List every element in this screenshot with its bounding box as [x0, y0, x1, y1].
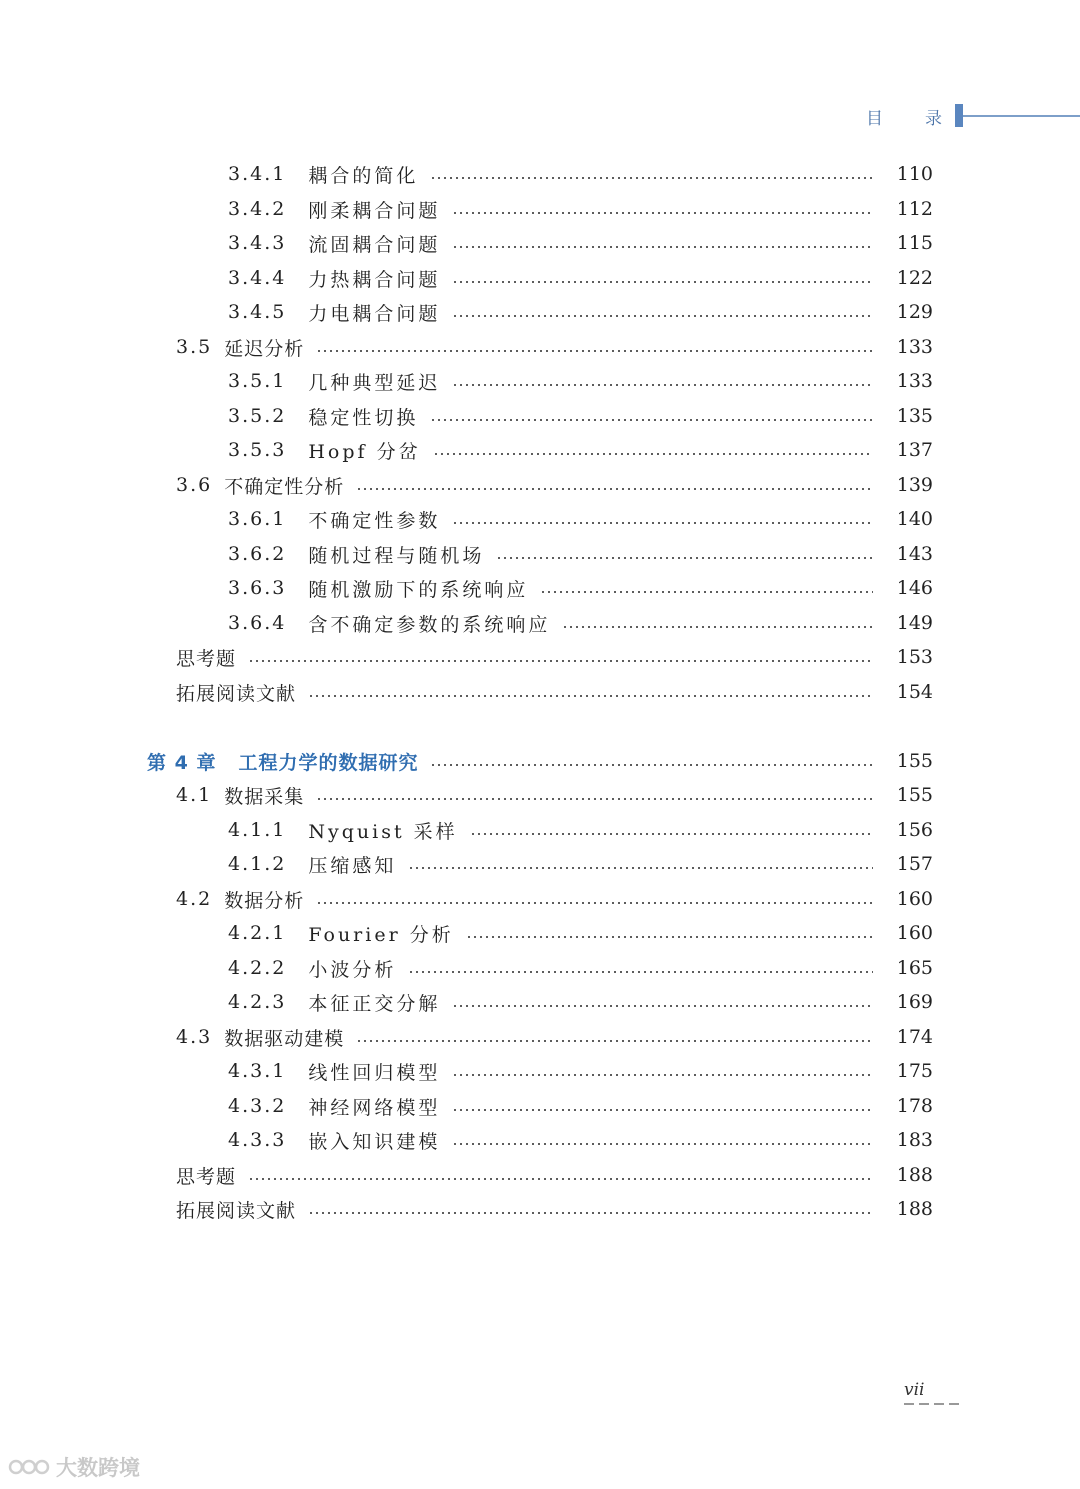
toc-title: 线性回归模型 [308, 1061, 441, 1084]
toc-title: 不确定性分析 [224, 475, 345, 498]
page-number: vii [904, 1380, 925, 1400]
toc-dot-leader [430, 419, 873, 421]
toc-dot-leader [452, 281, 873, 283]
toc-dot-leader [308, 695, 873, 697]
toc-row [0, 539, 1080, 569]
toc-dot-leader [430, 764, 873, 766]
watermark [8, 1452, 140, 1482]
toc-dot-leader [408, 971, 873, 973]
toc-number: 3.4.2 [228, 198, 287, 220]
toc-dot-leader [356, 1040, 873, 1042]
toc-row [0, 884, 1080, 914]
running-header [866, 104, 942, 129]
toc-number: 4.3.3 [228, 1129, 287, 1151]
toc-title: 几种典型延迟 [308, 371, 441, 394]
toc-number: 4.2.2 [228, 957, 287, 979]
toc-dot-leader [316, 798, 873, 800]
toc-row [0, 470, 1080, 500]
toc-page-number: 175 [896, 1060, 933, 1082]
toc-title: 含不确定参数的系统响应 [308, 613, 551, 636]
toc-page-number: 155 [896, 784, 933, 806]
toc-dot-leader [452, 1143, 873, 1145]
toc-row [0, 780, 1080, 810]
toc-title: 数据采集 [224, 785, 305, 808]
toc-page-number: 188 [896, 1198, 933, 1220]
toc-page-number: 160 [896, 888, 933, 910]
toc-row [0, 504, 1080, 534]
toc-page-number: 133 [896, 370, 933, 392]
toc-page-number: 156 [896, 819, 933, 841]
toc-page-number: 135 [896, 405, 933, 427]
toc-dot-leader [452, 1074, 873, 1076]
toc-title: 工程力学的数据研究 [238, 751, 419, 774]
toc-number: 4.2 [176, 888, 213, 910]
toc-row [0, 228, 1080, 258]
toc-title: 力电耦合问题 [308, 302, 441, 325]
toc-row [0, 953, 1080, 983]
toc-page-number: 165 [896, 957, 933, 979]
toc-row [0, 366, 1080, 396]
toc-title: 稳定性切换 [308, 406, 419, 429]
toc-row [0, 263, 1080, 293]
footer-dash-rule [904, 1403, 964, 1405]
toc-title: 数据驱动建模 [224, 1027, 345, 1050]
toc-page-number: 178 [896, 1095, 933, 1117]
toc-number: 3.6.1 [228, 508, 287, 530]
toc-title: 随机激励下的系统响应 [308, 578, 529, 601]
toc-number: 3.6.3 [228, 577, 287, 599]
toc-number: 拓展阅读文献 [176, 1199, 297, 1222]
toc-page-number: 137 [896, 439, 933, 461]
header-accent-bar [955, 104, 963, 127]
toc-page-number: 157 [896, 853, 933, 875]
header-char-1: 目 [866, 109, 883, 129]
toc-dot-leader [408, 867, 873, 869]
toc-number: 3.6 [176, 474, 213, 496]
toc-row [0, 401, 1080, 431]
toc-page-number: 155 [896, 750, 933, 772]
toc-dot-leader [540, 591, 873, 593]
toc-dot-leader [470, 833, 873, 835]
toc-dot-leader [496, 557, 873, 559]
toc-number: 3.5.3 [228, 439, 287, 461]
toc-number: 4.2.3 [228, 991, 287, 1013]
toc-row [0, 194, 1080, 224]
toc-number: 3.5 [176, 336, 213, 358]
toc-row [0, 1056, 1080, 1086]
toc-dot-leader [433, 453, 873, 455]
toc-dot-leader [356, 488, 873, 490]
toc-page-number: 188 [896, 1164, 933, 1186]
toc-row [0, 435, 1080, 465]
toc-number: 4.1 [176, 784, 213, 806]
toc-row [0, 1022, 1080, 1052]
toc-title: 压缩感知 [308, 854, 397, 877]
toc-page-number: 133 [896, 336, 933, 358]
toc-dot-leader [452, 522, 873, 524]
toc-number: 3.4.5 [228, 301, 287, 323]
toc-number: 思考题 [176, 647, 237, 670]
toc-dot-leader [248, 660, 873, 662]
toc-dot-leader [452, 246, 873, 248]
toc-title: Nyquist 采样 [308, 820, 458, 843]
toc-number: 3.4.3 [228, 232, 287, 254]
toc-number: 第 4 章 [147, 751, 217, 774]
toc-row [0, 332, 1080, 362]
toc-page-number: 154 [896, 681, 933, 703]
toc-page-number: 115 [896, 232, 933, 254]
toc-number: 3.6.4 [228, 612, 287, 634]
toc-number: 3.5.1 [228, 370, 287, 392]
toc-title: 神经网络模型 [308, 1096, 441, 1119]
toc-title: 刚柔耦合问题 [308, 199, 441, 222]
toc-page-number: 122 [896, 267, 933, 289]
toc-row [0, 297, 1080, 327]
toc-row [0, 159, 1080, 189]
toc-dot-leader [452, 1005, 873, 1007]
toc-number: 4.3.2 [228, 1095, 287, 1117]
toc-number: 4.3.1 [228, 1060, 287, 1082]
toc-dot-leader [466, 936, 873, 938]
toc-number: 3.5.2 [228, 405, 287, 427]
header-char-2: 录 [925, 109, 942, 129]
toc-title: 小波分析 [308, 958, 397, 981]
toc-title: 延迟分析 [224, 337, 305, 360]
watermark-text: 大数跨境 [56, 1456, 140, 1480]
toc-title: 不确定性参数 [308, 509, 441, 532]
toc-number: 4.3 [176, 1026, 213, 1048]
toc-number: 拓展阅读文献 [176, 682, 297, 705]
toc-dot-leader [316, 350, 873, 352]
toc-page-number: 110 [896, 163, 933, 185]
toc-row [0, 677, 1080, 707]
toc-dot-leader [452, 1109, 873, 1111]
toc-page-number: 169 [896, 991, 933, 1013]
toc-row [0, 849, 1080, 879]
toc-title: 数据分析 [224, 889, 305, 912]
toc-number: 3.6.2 [228, 543, 287, 565]
toc-title: 力热耦合问题 [308, 268, 441, 291]
toc-page-number: 183 [896, 1129, 933, 1151]
toc-page-number: 139 [896, 474, 933, 496]
toc-number: 3.4.4 [228, 267, 287, 289]
toc-page-number: 153 [896, 646, 933, 668]
toc-row [0, 918, 1080, 948]
toc-row [0, 815, 1080, 845]
toc-number: 4.2.1 [228, 922, 287, 944]
toc-row [0, 1091, 1080, 1121]
toc-page-number: 160 [896, 922, 933, 944]
toc-title: 流固耦合问题 [308, 233, 441, 256]
toc-row [0, 987, 1080, 1017]
toc-title: 耦合的简化 [308, 164, 419, 187]
toc-row [0, 642, 1080, 672]
toc-title: 本征正交分解 [308, 992, 441, 1015]
toc-page-number: 129 [896, 301, 933, 323]
toc-dot-leader [308, 1212, 873, 1214]
toc-page-number: 143 [896, 543, 933, 565]
toc-page-number: 149 [896, 612, 933, 634]
toc-dot-leader [316, 902, 873, 904]
toc-dot-leader [562, 626, 873, 628]
toc-page-number: 174 [896, 1026, 933, 1048]
toc-title: 随机过程与随机场 [308, 544, 485, 567]
toc-row [0, 1160, 1080, 1190]
toc-dot-leader [452, 212, 873, 214]
watermark-logo-icon [8, 1456, 50, 1478]
header-rule [963, 115, 1080, 117]
toc-row [0, 573, 1080, 603]
toc-dot-leader [452, 315, 873, 317]
toc-page-number: 140 [896, 508, 933, 530]
toc-row [0, 1194, 1080, 1224]
toc-row [0, 1125, 1080, 1155]
toc-title: Fourier 分析 [308, 923, 454, 946]
toc-number: 思考题 [176, 1165, 237, 1188]
toc-number: 4.1.1 [228, 819, 287, 841]
toc-chapter-row [0, 746, 1080, 776]
toc-number: 3.4.1 [228, 163, 287, 185]
toc-title: Hopf 分岔 [308, 440, 421, 463]
toc-dot-leader [452, 384, 873, 386]
toc-dot-leader [430, 177, 873, 179]
toc-page-number: 112 [896, 198, 933, 220]
toc-title: 嵌入知识建模 [308, 1130, 441, 1153]
toc-page-number: 146 [896, 577, 933, 599]
toc-number: 4.1.2 [228, 853, 287, 875]
toc-dot-leader [248, 1178, 873, 1180]
toc-row [0, 608, 1080, 638]
